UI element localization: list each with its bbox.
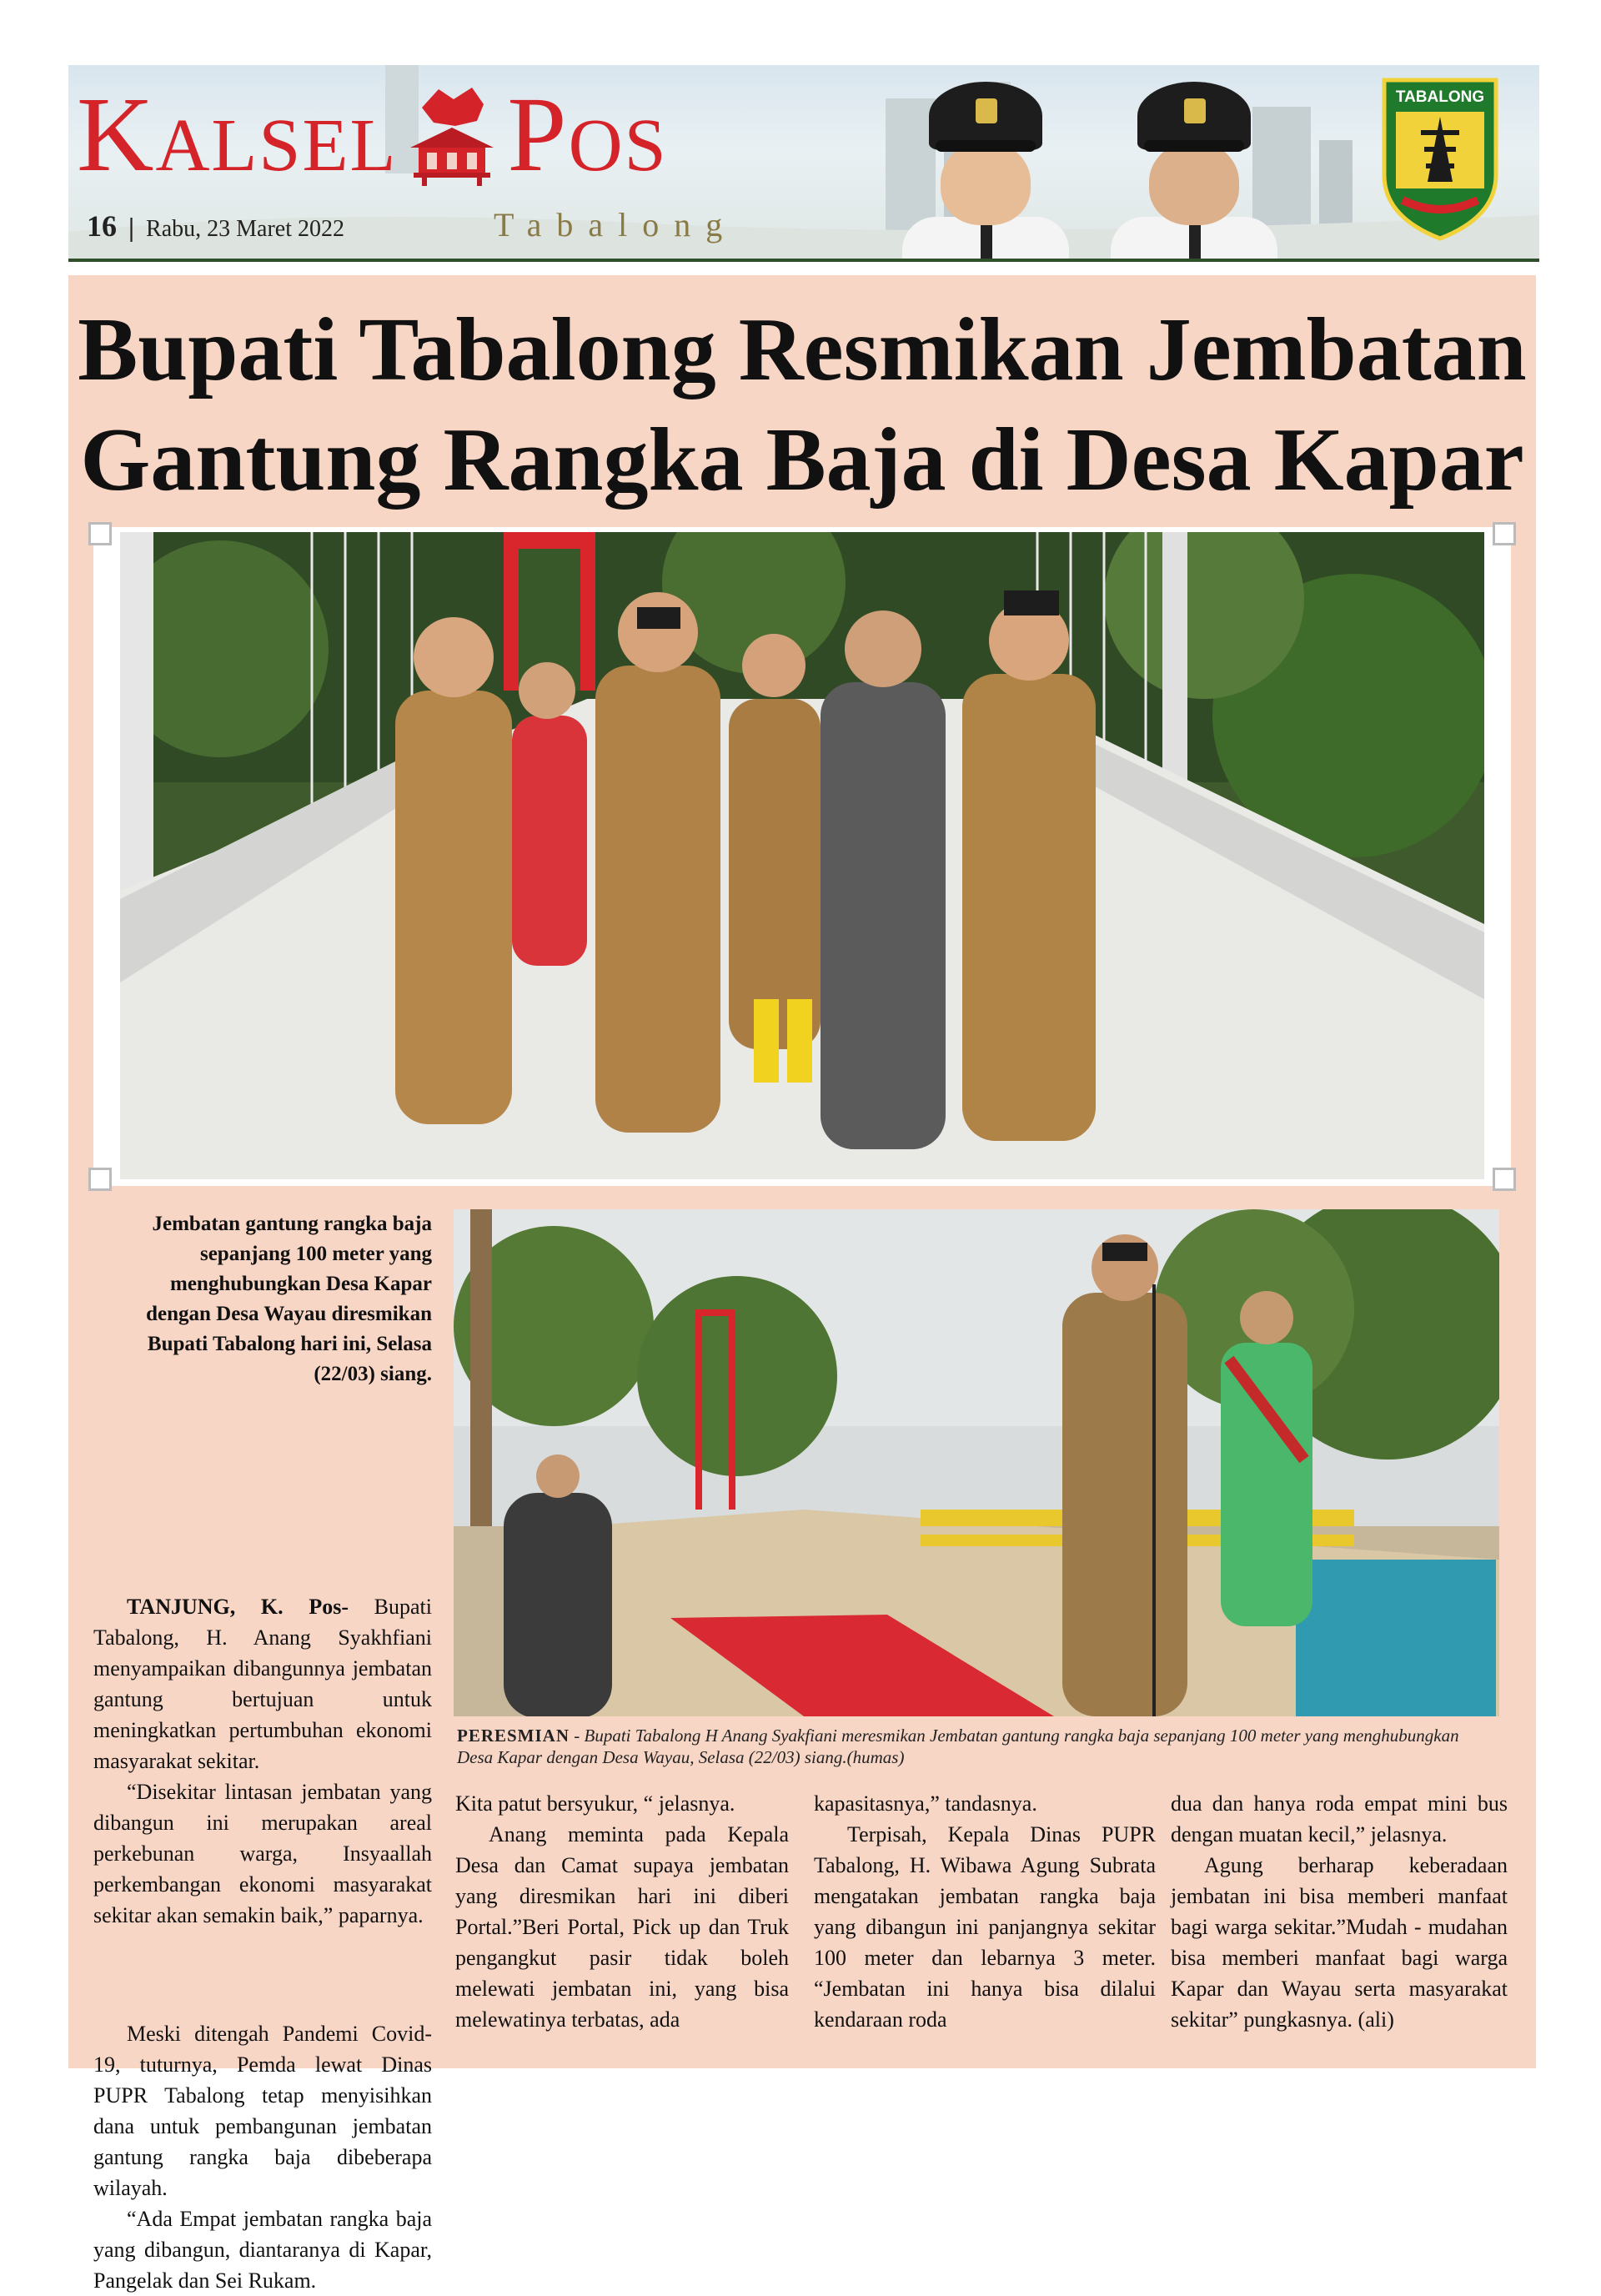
kalsel-map-house-icon [405,83,499,186]
article-column-1-continued [93,2018,432,2296]
caption-text: - Bupati Tabalong H Anang Syakfiani meresmikan Jembatan gantung rangka baja sepanjang 100 meter yang menghubungkan Desa Kapar dengan Desa Wayau, Selasa (22/03) siang.(humas) [457,1726,1459,1767]
body-paragraph: Agung berharap keberadaan jembatan ini bisa memberi manfaat bagi warga sekitar.”Mudah - mudahan bisa memberi manfaat bagi warga Kapar dan Wayau serta masyarakat sekitar” pungkasnya. (ali) [1171,1853,1508,2032]
article-column-3 [814,1788,1156,2035]
body-paragraph: dua dan hanya roda empat mini bus dengan muatan kecil,” jelasnya. [1171,1791,1508,1846]
body-paragraph: Anang meminta pada Kepala Desa dan Camat supaya jembatan yang diresmikan hari ini diberi Portal.”Beri Portal, Pick up dan Truk pengangkut pasir tidak boleh melewati jembatan ini, yang bisa melewatinya terbatas, ada [455,1822,789,2032]
body-paragraph: Meski ditengah Pandemi Covid-19, tuturnya, Pemda lewat Dinas PUPR Tabalong tetap menyisihkan dana untuk pembangunan jembatan gantung rangka baja dibeberapa wilayah. [93,2022,432,2200]
issue-separator: | [128,212,135,242]
official-portrait-vice-regent [1111,73,1277,259]
body-paragraph: kapasitasnya,” tandasnya. [814,1791,1037,1816]
page-number: 16 [87,209,117,243]
crest-label: TABALONG [1395,88,1485,106]
main-photo-frame [93,527,1511,1186]
main-photo-officials-on-bridge [120,532,1484,1179]
masthead-rule [68,259,1539,262]
article-headline [68,295,1536,515]
frame-corner [88,522,112,545]
headline-line-1: Bupati Tabalong Resmikan Jembatan [78,300,1527,399]
masthead [68,65,1539,259]
paragraph-1-text: Bupati Tabalong, H. Anang Syakhfiani menyampaikan dibangunnya jembatan gantung bertujuan untuk meningkatkan pertumbuhan ekonomi masyarakat sekitar. [93,1595,432,1773]
tabalong-crest-icon [1378,75,1503,242]
masthead-logo [77,75,668,193]
frame-corner [1493,1168,1516,1191]
article-panel [68,275,1536,2293]
photo-caption [457,1725,1499,1768]
edition-name: Tabalong [494,206,738,244]
article-column-2 [455,1788,789,2035]
inauguration-speech-photo [454,1209,1499,1716]
body-paragraph [93,1591,432,1776]
body-paragraph: “Ada Empat jembatan rangka baja yang dibangun, diantaranya di Kapar, Pangelak dan Sei Rukam. [93,2207,432,2293]
article-column-1 [93,1591,432,1931]
issue-date: Rabu, 23 Maret 2022 [146,216,345,242]
issue-line [87,208,344,244]
dateline: TANJUNG, K. Pos- [127,1595,349,1619]
frame-corner [1493,522,1516,545]
brand-word-right: Pos [507,75,668,193]
body-paragraph: Kita patut bersyukur, “ jelasnya. [455,1791,735,1816]
article-lead: Jembatan gantung rangka baja sepanjang 100 meter yang menghubungkan Desa Kapar dengan Desa Wayau diresmikan Bupati Tabalong hari ini, Selasa (22/03) siang. [146,1213,432,1385]
frame-corner [88,1168,112,1191]
official-portrait-regent [902,73,1069,259]
brand-word-left: Kalsel [77,75,398,193]
caption-label: PERESMIAN [457,1726,570,1746]
headline-line-2: Gantung Rangka Baja di Desa Kapar [80,410,1524,510]
body-paragraph: Terpisah, Kepala Dinas PUPR Tabalong, H. Wibawa Agung Subrata mengatakan jembatan rangka baja yang dibangun ini panjangnya sekitar 100 meter dan lebarnya 3 meter. “Jembatan ini hanya bisa dilalui kendaraan roda [814,1822,1156,2032]
body-paragraph: “Disekitar lintasan jembatan yang dibangun ini merupakan areal perkebunan warga, Insyaallah perkembangan ekonomi masyarakat sekitar akan semakin baik,” paparnya. [93,1780,432,1927]
article-column-4 [1171,1788,1508,2035]
